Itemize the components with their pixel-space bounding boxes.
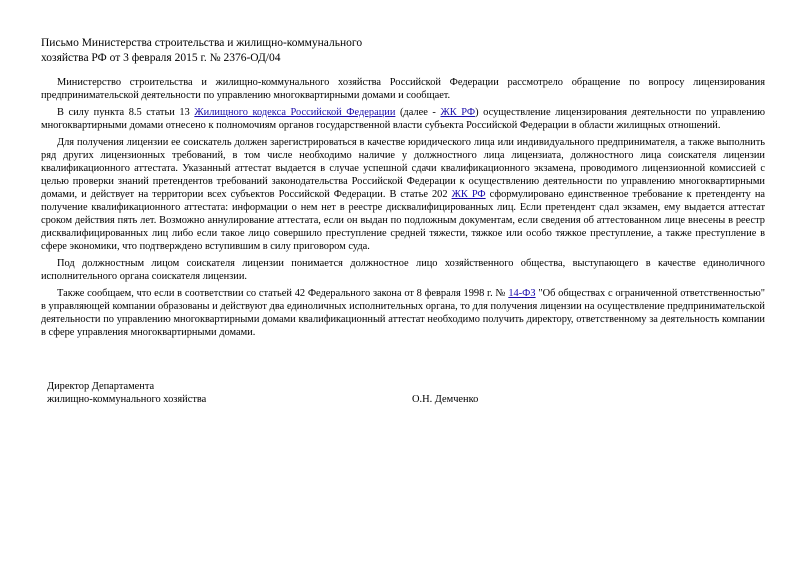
p2-text-a: В силу пункта 8.5 статьи 13 — [57, 107, 195, 118]
signature-position-line-1: Директор Департамента — [47, 381, 155, 392]
p3-text-b: сформулировано единственное требование к претенденту на получение квалификационного аттестата: информации о нем нет в реестре дисквалифицированных лиц. Если претендент сдал экзамен, ему выдается аттестат сроком действия пять лет. Возможно аннулирование аттестата, если он выдан по подложным документам, если сведения об аттестованном лице внесены в реестр дисквалифицированных лиц либо если такое лицо совершило преступление средней тяжести, тяжкое или особо тяжкое преступление, а также преступление в сфере экономики, что подтверждено вступившим в силу приговором суда. — [41, 189, 765, 252]
paragraph-5 — [41, 287, 765, 339]
zhk-rf-link-1[interactable]: ЖК РФ — [440, 107, 476, 118]
p2-text-b: (далее - — [395, 107, 441, 118]
paragraph-4: Под должностным лицом соискателя лицензии понимается должностное лицо хозяйственного общества, выступающего в качестве единоличного исполнительного органа соискателя лицензии. — [41, 258, 765, 282]
paragraph-2 — [41, 106, 765, 132]
title-line-2: хозяйства РФ от 3 февраля 2015 г. № 2376-ОД/04 — [41, 51, 281, 64]
p2-text-c: ) осуществление лицензирования деятельности по управлению многоквартирными домами отнесено к полномочиям органов государственной власти субъекта Российской Федерации в области жилищных отношений. — [41, 107, 765, 131]
signature-position-line-2: жилищно-коммунального хозяйства — [47, 394, 207, 405]
housing-code-link[interactable]: Жилищного кодекса Российской Федерации — [194, 107, 396, 118]
p5-text-b: "Об обществах с ограниченной ответственностью" в управляющей компании образованы и действуют два единоличных исполнительных органа, то для получения лицензии на осуществление предпринимательской деятельности по управлению многоквартирными домами квалификационный аттестат необходимо получить директору, ответственному за деятельность компании в сфере управления многоквартирными домами. — [41, 288, 765, 338]
paragraph-1: Министерство строительства и жилищно-коммунального хозяйства Российской Федерации рассмотрело обращение по вопросу лицензирования предпринимательской деятельности по управлению многоквартирными домами и сообщает. — [41, 77, 765, 101]
document-title — [41, 36, 381, 65]
p3-text-a: Для получения лицензии ее соискатель должен зарегистрироваться в качестве юридического лица или индивидуального предпринимателя, а также выполнить ряд других лицензионных требований, в том числе необходимо наличие у должностного лица лицензиата, должностного лица соискателя лицензии квалификационного аттестата. Указанный аттестат выдается в случае успешной сдачи квалификационного экзамена, проводимого лицензионной комиссией с целью проверки знаний претендентов требований законодательства Российской Федерации к осуществлению деятельности по управлению многоквартирными домами, и действует на территории всех субъектов Российской Федерации. В статье 202 — [41, 137, 765, 200]
signatory-name: О.Н. Демченко — [412, 394, 479, 405]
p5-text-a: Также сообщаем, что если в соответствии со статьей 42 Федерального закона от 8 февраля 1998 г. № — [57, 288, 509, 299]
title-line-1: Письмо Министерства строительства и жилищно-коммунального — [41, 37, 363, 49]
paragraph-3 — [41, 136, 765, 253]
signature-row — [47, 393, 567, 406]
zhk-rf-link-2[interactable]: ЖК РФ — [451, 189, 486, 200]
signature-block — [47, 380, 567, 406]
document-body — [41, 76, 765, 343]
federal-law-14fz-link[interactable]: 14-ФЗ — [508, 288, 536, 299]
